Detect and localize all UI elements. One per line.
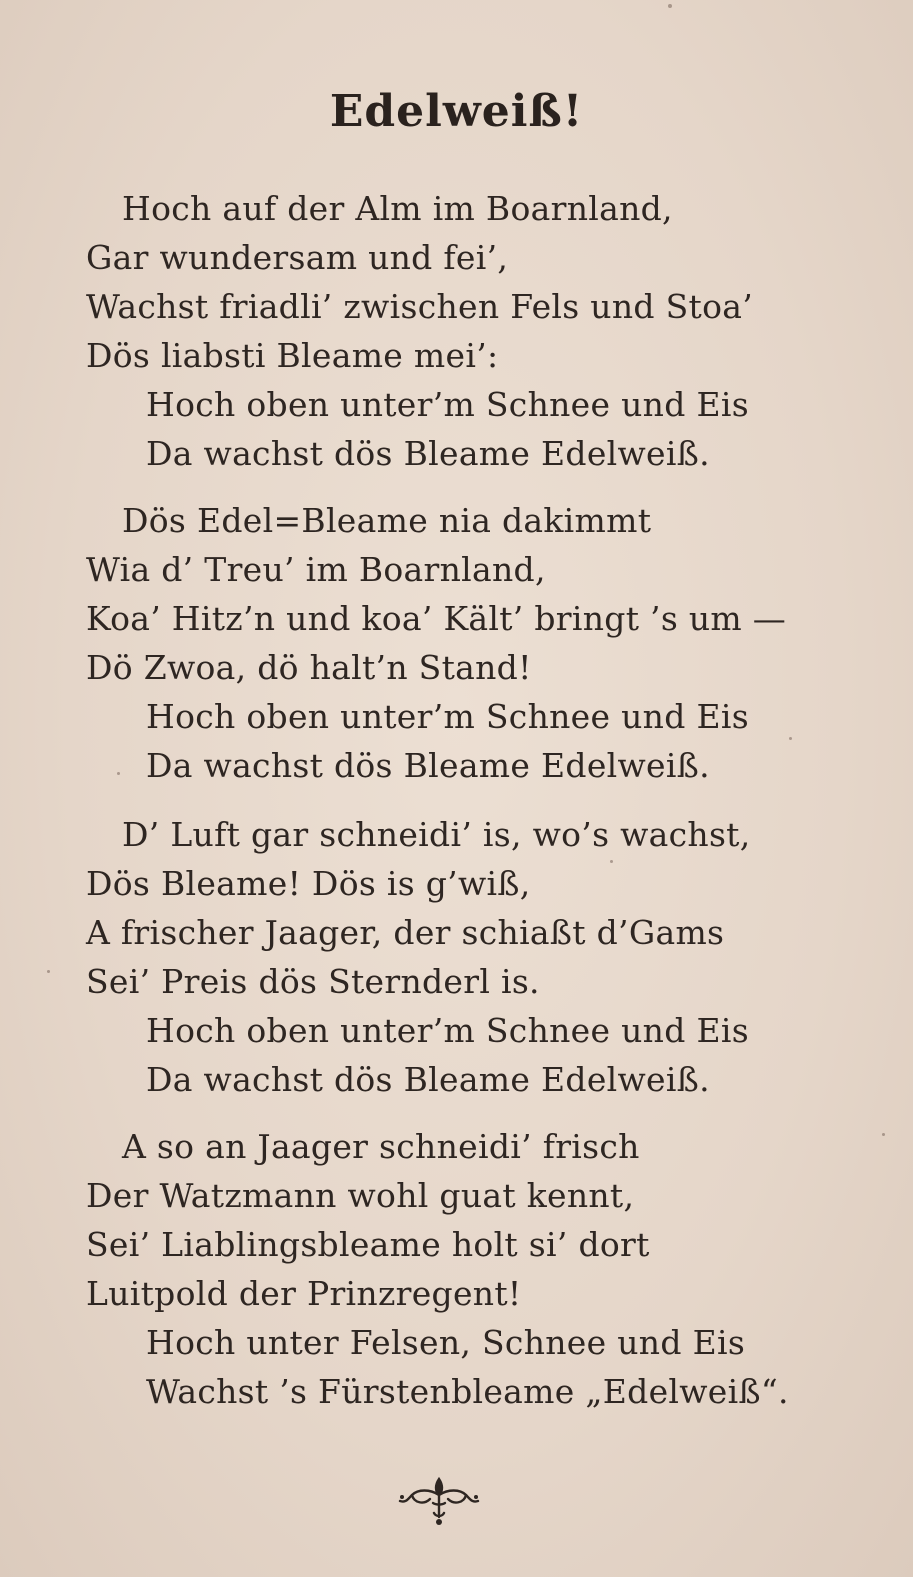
verse-line: Sei’ Liablingsbleame holt si’ dort	[86, 1225, 650, 1264]
verse-line: Koa’ Hitz’n und koa’ Kält’ bringt ’s um —	[86, 599, 787, 638]
refrain-line: Da wachst dös Bleame Edelweiß.	[146, 746, 710, 785]
refrain-line: Da wachst dös Bleame Edelweiß.	[146, 1060, 710, 1099]
refrain-line: Hoch unter Felsen, Schnee und Eis	[146, 1323, 746, 1362]
refrain-line: Da wachst dös Bleame Edelweiß.	[146, 434, 710, 473]
verse-line: Dö Zwoa, dö halt’n Stand!	[86, 648, 532, 687]
verse-line: A so an Jaager schneidi’ frisch	[122, 1127, 640, 1166]
refrain-line: Hoch oben unter’m Schnee und Eis	[146, 1011, 749, 1050]
paper-speck	[668, 4, 672, 8]
verse-line: Sei’ Preis dös Sternderl is.	[86, 962, 540, 1001]
verse-line: Wia d’ Treu’ im Boarnland,	[86, 550, 546, 589]
poem-title: Edelweiß!	[329, 86, 584, 137]
verse-line: A frischer Jaager, der schiaßt d’Gams	[86, 913, 725, 952]
verse-line: Wachst friadli’ zwischen Fels und Stoa’	[86, 287, 754, 326]
refrain-line: Hoch oben unter’m Schnee und Eis	[146, 697, 749, 736]
stanza-1	[86, 184, 886, 478]
stanza-3	[86, 810, 886, 1104]
verse-line: Dös Edel=Bleame nia dakimmt	[122, 501, 652, 540]
paper-speck	[882, 1133, 885, 1136]
paper-speck	[610, 860, 613, 863]
refrain-line: Hoch oben unter’m Schnee und Eis	[146, 385, 749, 424]
verse-line: D’ Luft gar schneidi’ is, wo’s wachst,	[122, 815, 751, 854]
fleuron-icon	[396, 1473, 482, 1529]
paper-speck	[47, 970, 50, 973]
verse-line: Dös Bleame! Dös is g’wiß,	[86, 864, 531, 903]
verse-line: Dös liabsti Bleame mei’:	[86, 336, 499, 375]
verse-line: Gar wundersam und fei’,	[86, 238, 509, 277]
stanza-2	[86, 496, 886, 790]
paper-speck	[117, 772, 120, 775]
stanza-4	[86, 1122, 886, 1416]
verse-line: Hoch auf der Alm im Boarnland,	[122, 189, 673, 228]
paper-speck	[789, 737, 792, 740]
verse-line: Der Watzmann wohl guat kennt,	[86, 1176, 635, 1215]
refrain-line: Wachst ’s Fürstenbleame „Edelweiß“.	[146, 1372, 789, 1411]
verse-line: Luitpold der Prinzregent!	[86, 1274, 522, 1313]
